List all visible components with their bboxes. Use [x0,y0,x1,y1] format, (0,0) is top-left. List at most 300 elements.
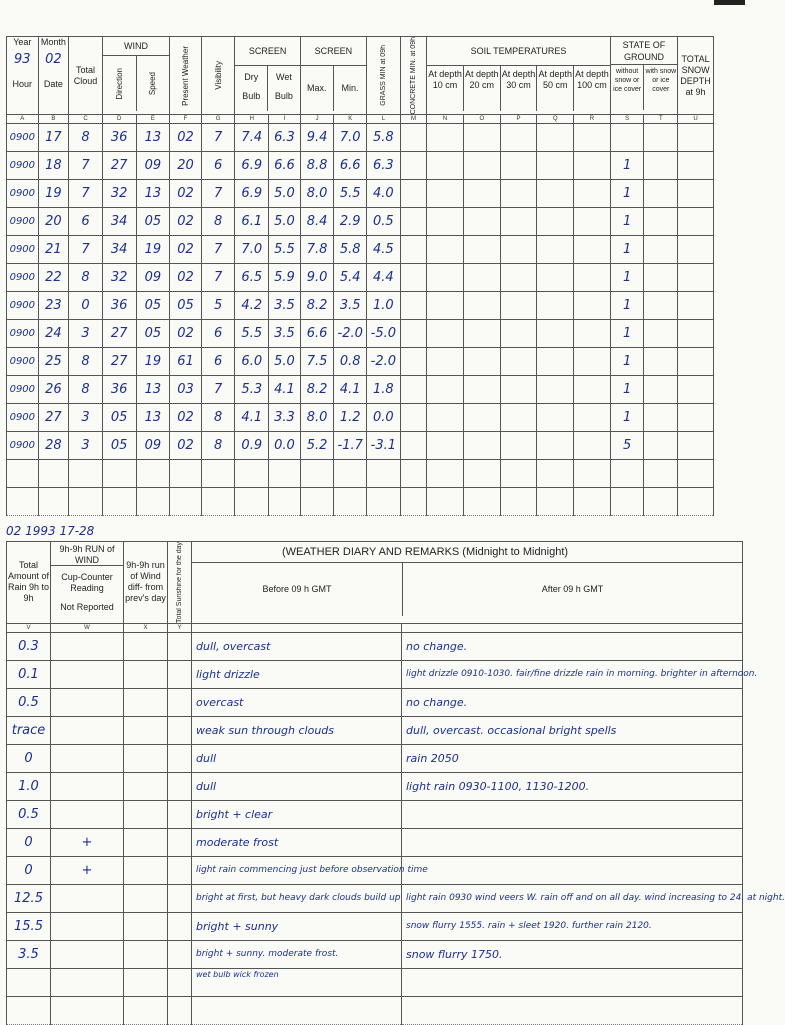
cell-after: light rain 0930 wind veers W. rain off and on all day. wind increasing to 24. at night. [402,884,743,912]
cell-spd: 05 [136,292,170,320]
empty-cell [400,152,427,180]
empty-cell [574,460,611,488]
empty-cell [678,152,714,180]
cell-grass: 0.0 [367,404,401,432]
cell-wet: 3.3 [269,404,301,432]
empty-cell [170,488,202,516]
cell-state: 1 [610,264,644,292]
cell-vis: 7 [201,236,235,264]
max-label: Max. [301,66,334,111]
cell-pw: 61 [170,348,202,376]
empty-cell [136,488,170,516]
diary-row [7,744,743,772]
empty-cell [427,152,464,180]
cell-before: bright + sunny. moderate frost. wet bulb wick frozen [192,940,402,968]
empty-cell [170,460,202,488]
cell-pw: 02 [170,320,202,348]
cell-pw: 02 [170,432,202,460]
cell-dir: 32 [102,180,136,208]
cell-vis: 7 [201,180,235,208]
empty-cell [400,236,427,264]
cell-state: 1 [610,152,644,180]
observation-row [7,180,714,208]
cell-mark [51,688,124,716]
empty-cell [574,348,611,376]
cell-min: 0.8 [334,348,367,376]
empty-cell [427,376,464,404]
screen-maxmin-header [300,37,366,115]
empty-cell [400,320,427,348]
observation-row [7,460,714,488]
state-of-ground-label: STATE OF GROUND [611,37,677,65]
empty-cell [500,208,537,236]
empty-cell [400,180,427,208]
empty-cell [400,460,427,488]
month-value: 02 [45,52,62,67]
cell-hour: 0900 [7,180,39,208]
empty-cell [644,376,678,404]
empty-cell [610,488,644,516]
col-letter: Q [537,115,574,124]
cell-vis: 8 [201,404,235,432]
col-letter: P [500,115,537,124]
empty-cell [678,460,714,488]
col-letter: M [400,115,427,124]
cell-dry: 4.2 [235,292,269,320]
empty-cell [644,292,678,320]
cell-mark [51,772,124,800]
observation-row [7,432,714,460]
soil-depth-10: At depth 10 cm [427,66,464,111]
cell-before: dull [192,772,402,800]
cell-date: 19 [38,180,69,208]
cell-grass: -3.1 [367,432,401,460]
blank-letter [402,623,743,632]
cell-after: snow flurry 1555. rain + sleet 1920. further rain 2120. [402,912,743,940]
cell-date: 18 [38,152,69,180]
cell-pw: 02 [170,236,202,264]
diary-table [6,541,785,1025]
cell-hour: 0900 [7,236,39,264]
empty-cell [574,124,611,152]
state-of-ground-header [610,37,677,115]
cell-after [402,856,743,884]
cell-dry: 7.4 [235,124,269,152]
empty-cell [168,856,192,884]
col-letter: O [463,115,500,124]
diary-row [7,688,743,716]
cell-wet: 5.0 [269,208,301,236]
empty-cell [644,320,678,348]
empty-cell [574,264,611,292]
col-letter: R [574,115,611,124]
empty-cell [400,264,427,292]
diary-row [7,940,743,968]
cell-mark: + [51,828,124,856]
empty-cell [427,460,464,488]
col-letter: W [51,623,124,632]
cell-dir: 36 [102,376,136,404]
empty-cell [402,996,743,1024]
cell-max: 8.0 [300,180,334,208]
cell-vis: 7 [201,264,235,292]
empty-cell [367,460,401,488]
cell-state: 1 [610,376,644,404]
empty-cell [678,348,714,376]
cell-wet: 3.5 [269,292,301,320]
cell-dir: 05 [102,432,136,460]
cell-after [402,828,743,856]
sunshine-label: Total Sunshine for the day [176,542,183,623]
empty-cell [168,688,192,716]
empty-cell [69,488,103,516]
cell-pw: 02 [170,124,202,152]
empty-cell [463,460,500,488]
cell-pw: 20 [170,152,202,180]
cell-spd: 13 [136,404,170,432]
total-cloud-header: Total Cloud [69,37,103,115]
empty-cell [537,348,574,376]
wet-bulb-note: wet bulb wick frozen [196,969,279,979]
cell-min: 5.4 [334,264,367,292]
empty-cell [500,348,537,376]
empty-cell [574,292,611,320]
empty-cell [463,488,500,516]
col-letter: J [300,115,334,124]
empty-cell [300,460,334,488]
cell-rain: 12.5 [7,884,51,912]
empty-cell [537,180,574,208]
empty-cell [537,404,574,432]
present-weather-label: Present Weather [180,45,190,106]
empty-cell [463,432,500,460]
empty-cell [500,376,537,404]
cell-max: 9.4 [300,124,334,152]
cell-dir: 27 [102,152,136,180]
empty-cell [334,488,367,516]
observation-row [7,236,714,264]
cell-dry: 5.5 [235,320,269,348]
cell-before: light rain commencing just before observation time [192,856,402,884]
empty-cell [7,968,51,996]
cell-grass: 5.8 [367,124,401,152]
empty-cell [235,460,269,488]
empty-cell [400,376,427,404]
cell-vis: 6 [201,320,235,348]
cell-spd: 13 [136,376,170,404]
grass-min-label: GRASS MIN at 09h [379,45,387,107]
cell-dir: 34 [102,236,136,264]
cell-hour: 0900 [7,124,39,152]
cell-spd: 09 [136,432,170,460]
empty-cell [574,320,611,348]
empty-cell [644,180,678,208]
cell-min: -2.0 [334,320,367,348]
cell-after: light rain 0930-1100, 1130-1200. [402,772,743,800]
cell-pw: 02 [170,208,202,236]
cell-dry: 6.9 [235,152,269,180]
empty-cell [124,688,168,716]
empty-cell [644,264,678,292]
cell-dry: 5.3 [235,376,269,404]
cell-min: 5.8 [334,236,367,264]
cell-rain: 0 [7,744,51,772]
cell-grass: 0.5 [367,208,401,236]
run-of-wind-label: 9h-9h RUN of WIND [51,542,123,566]
empty-cell [400,432,427,460]
cell-wet: 4.1 [269,376,301,404]
cell-spd: 09 [136,264,170,292]
cell-rain: 0 [7,828,51,856]
observation-row [7,376,714,404]
cell-dry: 4.1 [235,404,269,432]
wind-label: WIND [103,37,169,56]
empty-cell [574,432,611,460]
empty-cell [124,912,168,940]
empty-cell [427,488,464,516]
empty-cell [463,376,500,404]
sunshine-header [168,542,192,624]
empty-cell [168,716,192,744]
cell-before: moderate frost [192,828,402,856]
empty-cell [192,996,402,1024]
empty-cell [124,828,168,856]
col-letter: A [7,115,39,124]
cell-dry: 6.9 [235,180,269,208]
cell-grass: 6.3 [367,152,401,180]
cell-before: overcast [192,688,402,716]
cell-mark [51,660,124,688]
col-letter: Y [168,623,192,632]
cell-mark [51,744,124,772]
cell-cloud: 8 [69,348,103,376]
cell-state: 1 [610,320,644,348]
empty-cell [463,320,500,348]
cell-date: 22 [38,264,69,292]
empty-cell [124,884,168,912]
observation-row [7,348,714,376]
empty-cell [678,208,714,236]
cell-dir: 05 [102,404,136,432]
empty-cell [269,488,301,516]
empty-cell [678,236,714,264]
empty-cell [500,432,537,460]
cell-state: 1 [610,348,644,376]
empty-cell [400,124,427,152]
cell-max: 5.2 [300,432,334,460]
without-snow-label: without snow or ice cover [611,65,645,110]
cell-spd: 09 [136,152,170,180]
empty-cell [537,320,574,348]
empty-cell [124,660,168,688]
empty-cell [300,488,334,516]
empty-cell [400,292,427,320]
cell-pw: 05 [170,292,202,320]
soil-depth-20: At depth 20 cm [464,66,501,111]
grass-min-header [367,37,401,115]
cell-min: 3.5 [334,292,367,320]
empty-cell [400,348,427,376]
cell-after: dull, overcast. occasional bright spells [402,716,743,744]
blank-letter [192,623,402,632]
cell-rain: 15.5 [7,912,51,940]
empty-cell [500,180,537,208]
empty-cell [124,940,168,968]
empty-cell [463,152,500,180]
cell-after: rain 2050 [402,744,743,772]
empty-cell [427,264,464,292]
cell-min: 5.5 [334,180,367,208]
col-letter: V [7,623,51,632]
cell-date: 20 [38,208,69,236]
empty-cell [678,264,714,292]
empty-cell [136,460,170,488]
empty-cell [168,632,192,660]
not-reported-label: Not Reported [60,602,114,612]
observation-row [7,320,714,348]
cell-min: 4.1 [334,376,367,404]
sheet-caption: 02 1993 17-28 [6,524,95,538]
col-letter: I [269,115,301,124]
diary-letter-row [7,623,743,632]
empty-cell [400,488,427,516]
diary-row [7,968,743,996]
empty-cell [537,124,574,152]
empty-cell [201,488,235,516]
empty-cell [678,376,714,404]
screen-label-2: SCREEN [301,37,366,66]
cell-after [402,800,743,828]
diary-header [192,542,743,624]
cell-cloud: 0 [69,292,103,320]
cell-mark [51,884,124,912]
empty-cell [51,996,124,1024]
empty-cell [500,124,537,152]
year-header-cell [7,37,39,115]
empty-cell [400,208,427,236]
empty-cell [7,488,39,516]
cell-pw: 03 [170,376,202,404]
cell-cloud: 6 [69,208,103,236]
cell-dry: 6.5 [235,264,269,292]
empty-cell [463,180,500,208]
cell-dry: 0.9 [235,432,269,460]
empty-cell [574,208,611,236]
cell-dir: 27 [102,348,136,376]
cell-pw: 02 [170,404,202,432]
cell-max: 7.8 [300,236,334,264]
snow-depth-header: TOTAL SNOW DEPTH at 9h [678,37,714,115]
col-letter: D [102,115,136,124]
before-label: Before 09 h GMT [192,563,403,616]
direction-label: Direction [114,67,124,100]
cell-after: light drizzle 0910-1030. fair/fine drizzle rain in morning. brighter in afternoon. [402,660,743,688]
cell-mark [51,912,124,940]
cell-hour: 0900 [7,432,39,460]
cell-max: 7.5 [300,348,334,376]
empty-cell [38,460,69,488]
soil-depth-100: At depth 100 cm [575,69,609,90]
wind-diff-header: 9h-9h run of Wind diff- from prev's day [124,542,168,624]
empty-cell [168,800,192,828]
cell-min: 7.0 [334,124,367,152]
diary-row [7,800,743,828]
observation-row [7,152,714,180]
cell-date: 25 [38,348,69,376]
cell-min: 1.2 [334,404,367,432]
cell-rain: 0 [7,856,51,884]
empty-cell [500,320,537,348]
cell-wet: 5.5 [269,236,301,264]
empty-cell [102,488,136,516]
cell-cloud: 3 [69,320,103,348]
cell-mark [51,800,124,828]
cell-rain: trace [7,716,51,744]
empty-cell [537,264,574,292]
cell-dir: 27 [102,320,136,348]
empty-cell [427,404,464,432]
diary-row [7,660,743,688]
empty-cell [678,292,714,320]
dry-label: Dry [244,72,259,82]
empty-cell [610,460,644,488]
cell-wet: 3.5 [269,320,301,348]
col-letter: X [124,623,168,632]
empty-cell [124,772,168,800]
observation-row [7,264,714,292]
empty-cell [574,180,611,208]
cell-before: dull, overcast [192,632,402,660]
cell-state [610,124,644,152]
empty-cell [644,236,678,264]
empty-cell [500,404,537,432]
empty-cell [427,236,464,264]
cell-vis: 6 [201,152,235,180]
cell-cloud: 3 [69,432,103,460]
cell-before: bright at first, but heavy dark clouds build up [192,884,402,912]
empty-cell [334,460,367,488]
cell-mark [51,632,124,660]
cell-hour: 0900 [7,292,39,320]
diary-row [7,884,743,912]
cell-cloud: 8 [69,264,103,292]
cell-vis: 8 [201,208,235,236]
soil-depth-50: At depth 50 cm [537,66,574,111]
cell-dry: 7.0 [235,236,269,264]
cell-cloud: 7 [69,180,103,208]
cell-date: 17 [38,124,69,152]
cell-cloud: 8 [69,124,103,152]
empty-cell [574,404,611,432]
cell-dir: 32 [102,264,136,292]
empty-cell [644,152,678,180]
date-label: Date [43,79,63,89]
empty-cell [500,152,537,180]
cell-date: 21 [38,236,69,264]
cell-hour: 0900 [7,208,39,236]
cell-spd: 19 [136,236,170,264]
col-letter: L [367,115,401,124]
observation-row [7,124,714,152]
cell-date: 24 [38,320,69,348]
empty-cell [51,968,124,996]
empty-cell [644,348,678,376]
cell-cloud: 7 [69,152,103,180]
diary-row [7,912,743,940]
diary-title: (WEATHER DIARY AND REMARKS (Midnight to Midnight) [192,542,742,563]
with-snow-label: with snow or ice cover [645,68,677,93]
empty-cell [678,124,714,152]
